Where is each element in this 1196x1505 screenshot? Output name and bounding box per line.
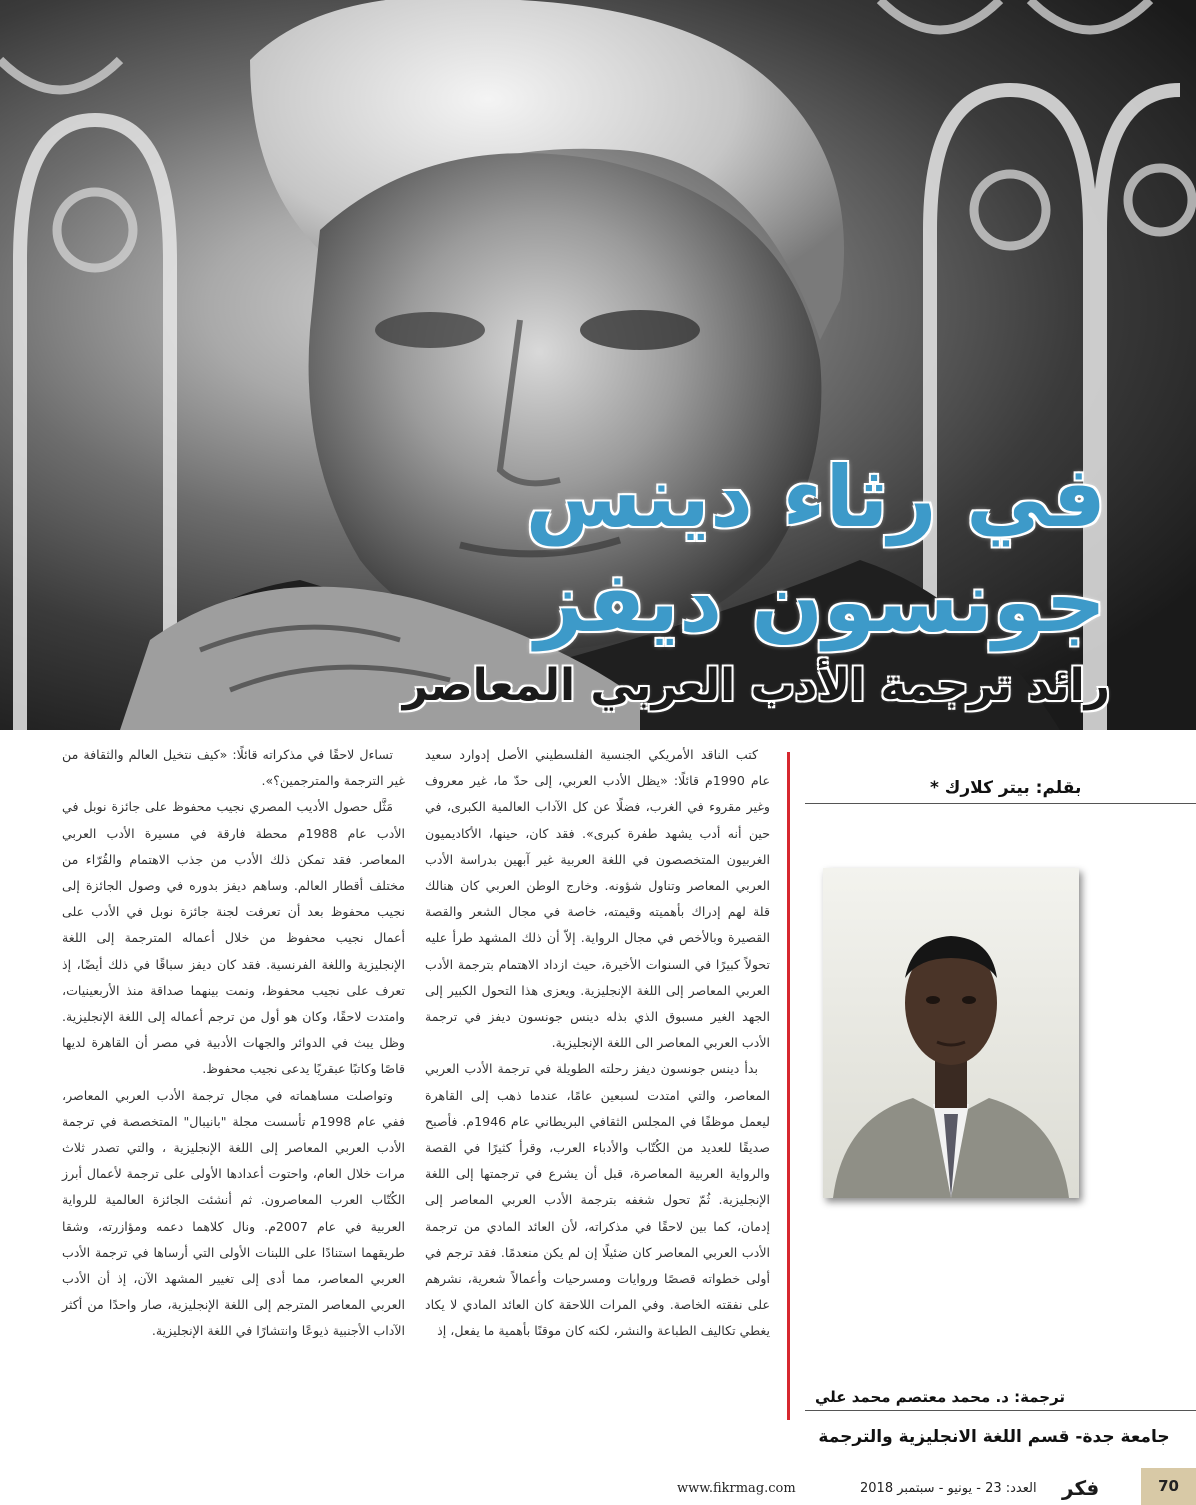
paragraph: تساءل لاحقًا في مذكراته قائلًا: «كيف نتخيل العالم والثقافة من غير الترجمة والمترجمين؟». bbox=[62, 747, 405, 789]
hero-photo-area bbox=[0, 0, 1196, 730]
page-number: 70 bbox=[1141, 1468, 1196, 1505]
article-subtitle: رائد ترجمة الأدب العربي المعاصر bbox=[402, 660, 1110, 711]
footer-issue-info: العدد: 23 - يونيو - سبتمبر 2018 bbox=[860, 1481, 1037, 1496]
article-title-line-1: في رثاء دينس bbox=[525, 448, 1106, 546]
translator-photo bbox=[823, 868, 1079, 1198]
footer-website[interactable]: www.fikrmag.com bbox=[677, 1481, 796, 1496]
paragraph: مَثَّل حصول الأديب المصري نجيب محفوظ على جائزة نوبل في الأدب عام 1988م محطة فارقة في مسيرة الأدب العربي المعاصر. فقد تمكن ذلك الأدب من جذب الاهتمام والقُرّاء من مختلف أقطار العالم. وساهم ديفز بدوره في وصول الجائزة إلى نجيب محفوظ بعد أن تعرفت لجنة جائزة نوبل في الأدب على أعمال نجيب محفوظ من خلال أعماله المترجمة إلى اللغة الإنجليزية واللغة الفرنسية. فقد كان ديفز سباقًا في ذلك أيضًا، إذ تعرف على نجيب محفوظ، ونمت بينهما صداقة منذ الأربعينيات، وامتدت لاحقًا، وكان هو أول من ترجم أعماله إلى اللغة الإنجليزية. وظل يبث في الدوائر والجهات الأدبية في مصر أن القاهرة لديها قاصًا وكاتبًا عبقريًا يدعى نجيب محفوظ. bbox=[62, 799, 405, 1077]
magazine-logo: فكر bbox=[1062, 1476, 1100, 1500]
column-divider bbox=[787, 752, 790, 1420]
article-column-left bbox=[62, 742, 405, 1345]
translator-affiliation: جامعة جدة- قسم اللغة الانجليزية والترجمة bbox=[818, 1427, 1170, 1447]
paragraph: بدأ دينس جونسون ديفز رحلته الطويلة في ترجمة الأدب العربي المعاصر، والتي امتدت لسبعين عامًا، عندما ذهب إلى القاهرة ليعمل موظفًا في المجلس الثقافي البريطاني عام 1946م. فأصبح صديقًا للعديد من الكُتّاب والأدباء العرب، وقرأ كثيرًا في القصة والرواية العربية المعاصرة، قبل أن يشرع في ترجمتها إلى اللغة الإنجليزية. ثُمّ تحول شغفه بترجمة الأدب العربي المعاصر إلى إدمان، كما بين لاحقًا في مذكراته، لأن العائد المادي من ترجمة الأدب العربي المعاصر كان ضئيلًا إن لم يكن منعدمًا. فقد ترجم في أولى خطواته قصصًا وروايات ومسرحيات وأعمالاً شعرية، نشرهم على نفقته الخاصة. وفي المرات اللاحقة كان العائد المادي لا يكاد يغطي تكاليف الطباعة والنشر، لكنه كان موقنًا بأهمية ما يفعل، إذ bbox=[425, 1061, 770, 1339]
translator-portrait bbox=[823, 868, 1079, 1198]
paragraph: كتب الناقد الأمريكي الجنسية الفلسطيني الأصل إدوارد سعيد عام 1990م قائلًا: «يظل الأدب العربي، إلى حدّ ما، غير معروف وغير مقروء في الغرب، فضلًا عن كل الآداب العالمية الكبرى، في حين أنه أدب يشهد طفرة كبرى». فقد كان، حينها، الأكاديميون الغربيون المتخصصون في اللغة العربية غير آبهين بدراسة الأدب العربي المعاصر وتناول شؤونه. وخارج الوطن العربي كان هنالك قلة لهم إدراك بأهميته وقيمته، خاصة في مجال الشعر والقصة القصيرة وبالأخص في مجال الرواية. إلاّ أن ذلك المشهد طرأ عليه تحولاً كبيرًا في السنوات الأخيرة، حيث ازداد الاهتمام بترجمة الأدب العربي المعاصر إلى اللغة الإنجليزية. ويعزى هذا التحول الكبير إلى الجهد الغير مسبوق الذي بذله دينس جونسون ديفز في ترجمة الأدب العربي المعاصر الى اللغة الإنجليزية. bbox=[425, 747, 771, 1051]
article-column-right bbox=[425, 742, 770, 1345]
author-byline: بقلم: بيتر كلارك * bbox=[930, 778, 1082, 798]
byline-rule bbox=[805, 803, 1196, 804]
article-title-line-2: جونسون ديفز bbox=[534, 553, 1106, 651]
translator-rule bbox=[805, 1410, 1196, 1411]
paragraph: وتواصلت مساهماته في مجال ترجمة الأدب العربي المعاصر، ففي عام 1998م تأسست مجلة "بانيبال" المتخصصة في ترجمة الأدب العربي المعاصر إلى اللغة الإنجليزية ، والتي تصدر ثلاث مرات خلال العام، واحتوت أعدادها الأولى على ترجمة لأعمال أبرز الكُتّاب العرب المعاصرون. ثم أنشئت الجائزة العالمية للرواية العربية في عام 2007م. ونال كلاهما دعمه ومؤازرته، وشقا طريقهما استنادًا على اللبنات الأولى التي أرساها في ترجمة الأدب العربي المعاصر، مما أدى إلى تغيير المشهد الآن، إذ أن الأدب العربي المعاصر المترجم إلى اللغة الإنجليزية، صار واحدًا من أكثر الآداب الأجنبية ذيوعًا وانتشارًا في اللغة الإنجليزية. bbox=[62, 1087, 405, 1339]
translator-credit: ترجمة: د. محمد معتصم محمد علي bbox=[815, 1388, 1066, 1406]
